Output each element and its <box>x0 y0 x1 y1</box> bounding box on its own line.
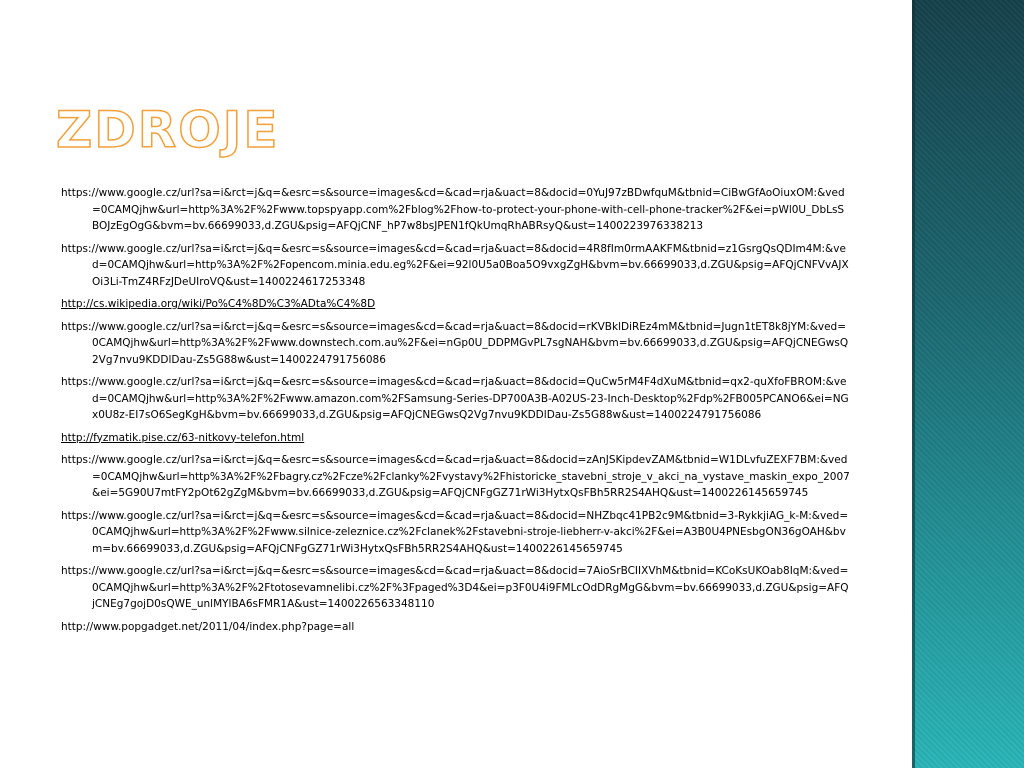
sidebar-edge <box>912 0 915 768</box>
source-item[interactable]: https://www.google.cz/url?sa=i&rct=j&q=&esrc=s&source=images&cd=&cad=rja&uact=8&docid=rKVBklDiREz4mM&tbnid=Jugn1tET8k8jYM:&ved=0CAMQjhw&url=http%3A%2F%2Fwww.downstech.com.au%2F&ei=nGp0U_DDPMGvPL7sgNAH&bvm=bv.66699033,d.ZGU&psig=AFQjCNEGwsQ2Vg7nvu9KDDlDau-Zs5G88w&ust=1400224791756086 <box>61 320 849 366</box>
source-item[interactable]: http://www.popgadget.net/2011/04/index.php?page=all <box>61 620 355 633</box>
source-item[interactable]: https://www.google.cz/url?sa=i&rct=j&q=&esrc=s&source=images&cd=&cad=rja&uact=8&docid=0YuJ97zBDwfquM&tbnid=CiBwGfAoOiuxOM:&ved=0CAMQjhw&url=http%3A%2F%2Fwww.topspyapp.com%2Fblog%2Fhow-to-protect-your-phone-with-cell-phone-tracker%2F&ei=pWl0U_DbLsSBOJzEgOgG&bvm=bv.66699033,d.ZGU&psig=AFQjCNF_hP7w8bsJPEN1fQkUmqRhABRsyQ&ust=1400223976338213 <box>61 187 845 232</box>
source-link[interactable]: http://cs.wikipedia.org/wiki/Po%C4%8D%C3%ADta%C4%8D <box>61 298 376 310</box>
source-item[interactable]: https://www.google.cz/url?sa=i&rct=j&q=&esrc=s&source=images&cd=&cad=rja&uact=8&docid=QuCw5rM4F4dXuM&tbnid=qx2-quXfoFBROM:&ved=0CAMQjhw&url=http%3A%2F%2Fwww.amazon.com%2FSamsung-Series-DP700A3B-A02US-23-Inch-Desktop%2Fdp%2FB005PCANO6&ei=NGx0U8z-EI7sO6SegKgH&bvm=bv.66699033,d.ZGU&psig=AFQjCNEGwsQ2Vg7nvu9KDDlDau-Zs5G88w&ust=1400224791756086 <box>61 376 849 421</box>
source-item[interactable]: https://www.google.cz/url?sa=i&rct=j&q=&esrc=s&source=images&cd=&cad=rja&uact=8&docid=NHZbqc41PB2c9M&tbnid=3-RykkjiAG_k-M:&ved=0CAMQjhw&url=http%3A%2F%2Fwww.silnice-zeleznice.cz%2Fclanek%2Fstavebni-stroje-liebherr-v-akci%2F&ei=A3B0U4PNEsbgON36gOAH&bvm=bv.66699033,d.ZGU&psig=AFQjCNFgGZ71rWi3HytxQsFBh5RR2S4AHQ&ust=1400226145659745 <box>61 509 849 555</box>
decorative-sidebar <box>912 0 1024 768</box>
source-item[interactable]: https://www.google.cz/url?sa=i&rct=j&q=&esrc=s&source=images&cd=&cad=rja&uact=8&docid=7AioSrBCIIXVhM&tbnid=KCoKsUKOab8IqM:&ved=0CAMQjhw&url=http%3A%2F%2Ftotosevamnelibi.cz%2F%3Fpaged%3D4&ei=p3F0U4i9FMLcOdDRgMgG&bvm=bv.66699033,d.ZGU&psig=AFQjCNEg7gojD0sQWE_unlMYlBA6sFMR1A&ust=1400226563348110 <box>61 565 849 610</box>
source-link[interactable]: http://fyzmatik.pise.cz/63-nitkovy-telefon.html <box>61 431 305 444</box>
slide-title: ZDROJE <box>56 101 280 159</box>
source-item[interactable]: https://www.google.cz/url?sa=i&rct=j&q=&esrc=s&source=images&cd=&cad=rja&uact=8&docid=zAnJSKipdevZAM&tbnid=W1DLvfuZEXF7BM:&ved=0CAMQjhw&url=http%3A%2F%2Fbagry.cz%2Fcze%2Fclanky%2Fvystavy%2Fhistoricke_stavebni_stroje_v_akci_na_vystave_maskin_expo_2007&ei=5G90U7mtFY2pOt62gZgM&bvm=bv.66699033,d.ZGU&psig=AFQjCNFgGZ71rWi3HytxQsFBh5RR2S4AHQ&ust=1400226145659745 <box>61 454 850 499</box>
sources-list <box>61 185 851 641</box>
source-item[interactable]: https://www.google.cz/url?sa=i&rct=j&q=&esrc=s&source=images&cd=&cad=rja&uact=8&docid=4R8fIm0rmAAKFM&tbnid=z1GsrgQsQDIm4M:&ved=0CAMQjhw&url=http%3A%2F%2Fopencom.minia.edu.eg%2F&ei=92l0U5a0Boa5O9vxgZgH&bvm=bv.66699033,d.ZGU&psig=AFQjCNFVvAJXOi3Li-TmZ4RFzJDeUIroVQ&ust=1400224617253348 <box>61 242 849 288</box>
